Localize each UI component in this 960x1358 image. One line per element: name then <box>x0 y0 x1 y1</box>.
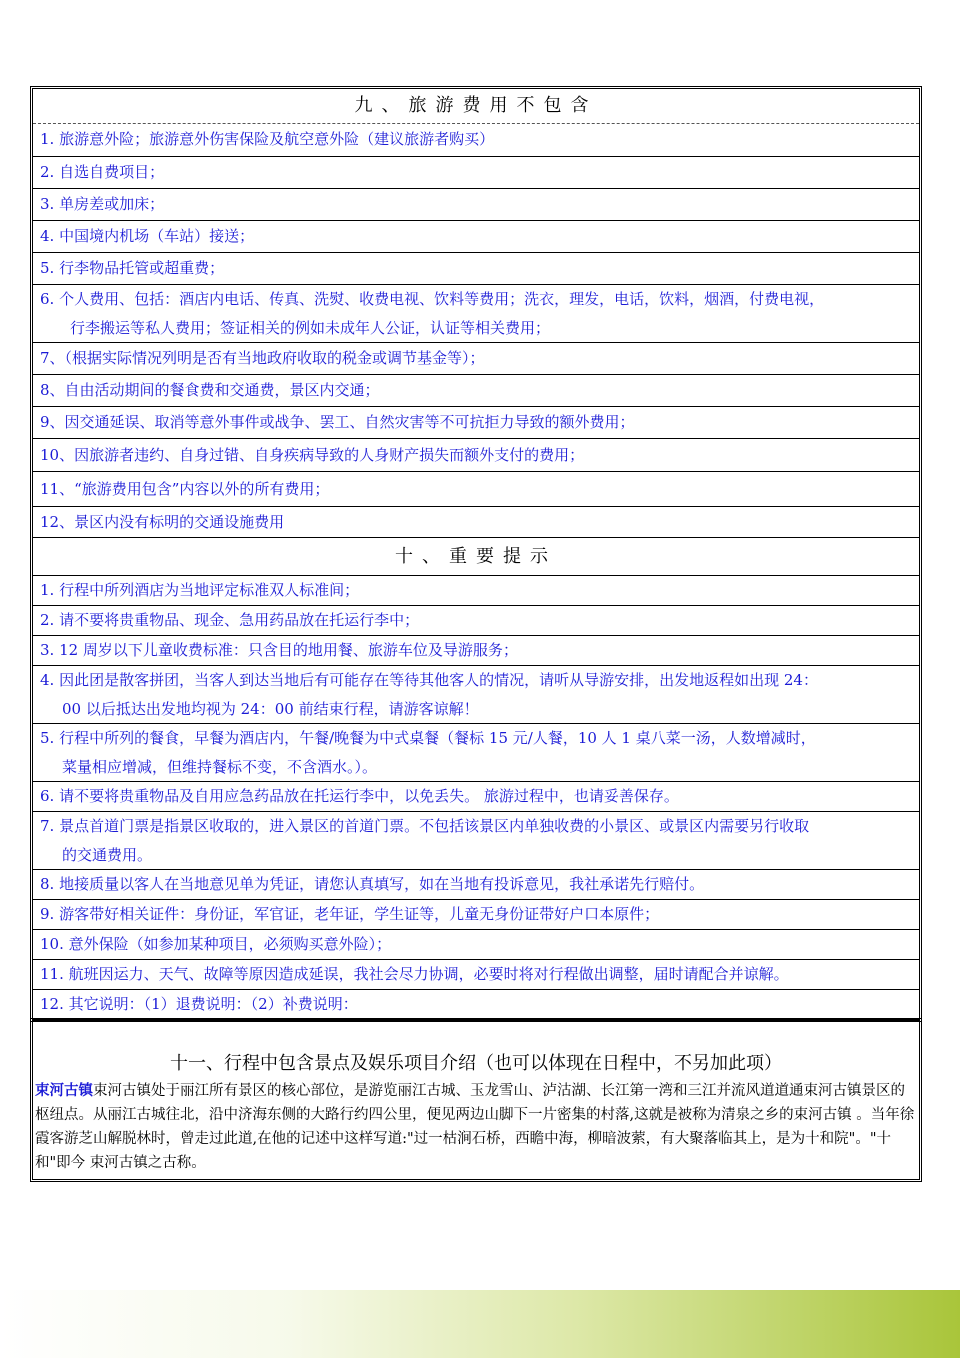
s10-item-4-line2: 00 以后抵达出发地均视为 24：00 前结束行程，请游客谅解！ <box>62 700 479 718</box>
s10-item-5 <box>33 724 919 782</box>
s9-item-3: 3. 单房差或加床； <box>33 189 919 221</box>
s9-item-4: 4. 中国境内机场（车站）接送； <box>33 221 919 253</box>
s10-item-12: 12. 其它说明：（1）退费说明：（2）补费说明： <box>40 995 358 1013</box>
s10-item-9: 9. 游客带好相关证件：身份证，军官证，老年证，学生证等，儿童无身份证带好户口本原件； <box>33 900 919 930</box>
s10-item-1: 1. 行程中所列酒店为当地评定标准双人标准间； <box>33 576 919 606</box>
s10-item-11: 11. 航班因运力、天气、故障等原因造成延误，我社会尽力协调，必要时将对行程做出调整，届时请配合并谅解。 <box>33 960 919 990</box>
s9-item-6-line1: 6. 个人费用、包括：酒店内电话、传真、洗熨、收费电视、饮料等费用；洗衣，理发，电话，饮料，烟酒，付费电视， <box>40 290 825 308</box>
s10-item-4 <box>33 666 919 724</box>
s10-item-4-line1: 4. 因此团是散客拼团，当客人到达当地后有可能存在等待其他客人的情况，请听从导游安排，出发地返程如出现 24： <box>40 671 818 689</box>
s10-item-5-line1: 5. 行程中所列的餐食，早餐为酒店内，午餐/晚餐为中式桌餐（餐标 15 元/人餐，10 人 1 桌八菜一汤，人数增减时， <box>40 729 816 747</box>
footer-gradient-bar <box>0 1290 960 1358</box>
attractions-section <box>30 1018 922 1182</box>
attraction-description <box>35 1079 917 1175</box>
itinerary-table <box>30 86 922 1022</box>
s10-item-5-line2: 菜量相应增减，但维持餐标不变，不含酒水。）。 <box>62 758 378 776</box>
s10-item-7-line2: 的交通费用。 <box>62 846 153 864</box>
s9-item-7: 7、（根据实际情况列明是否有当地政府收取的税金或调节基金等）； <box>33 343 919 375</box>
s10-item-2: 2. 请不要将贵重物品、现金、急用药品放在托运行李中； <box>33 606 919 636</box>
s9-item-6 <box>33 285 919 343</box>
s9-item-5: 5. 行李物品托管或超重费； <box>33 253 919 285</box>
s9-item-12: 12、景区内没有标明的交通设施费用 <box>33 507 919 538</box>
attraction-name: 束河古镇 <box>35 1082 93 1099</box>
s9-item-10: 10、因旅游者违约、自身过错、自身疾病导致的人身财产损失而额外支付的费用； <box>33 439 919 472</box>
s9-item-1: 1. 旅游意外险；旅游意外伤害保险及航空意外险（建议旅游者购买） <box>33 124 919 157</box>
section-10-title: 十、重要提示 <box>33 538 919 576</box>
s10-item-7-line1: 7. 景点首道门票是指景区收取的，进入景区的首道门票。不包括该景区内单独收费的小景区、或景区内需要另行收取 <box>40 817 810 835</box>
attraction-text: 束河古镇处于丽江所有景区的核心部位，是游览丽江古城、玉龙雪山、泸沽湖、长江第一湾和三江并流风道道通束河古镇景区的枢纽点。从丽江古城往北，沿中济海东侧的大路行约四公里，便见两边山脚下一片密集的村落,这就是被称为清泉之乡的束河古镇 。当年徐霞客游芝山解脱林时，曾走过此道,在他的记述中这样写道:"过一枯涧石桥，西瞻中海，柳暗波萦，有大聚落临其上，是为十和院"。"十和"即今 束河古镇之古称。 <box>35 1083 915 1171</box>
s9-item-9: 9、因交通延误、取消等意外事件或战争、罢工、自然灾害等不可抗拒力导致的额外费用； <box>33 407 919 439</box>
section-9-title: 九、旅游费用不包含 <box>33 89 919 124</box>
s9-item-8: 8、自由活动期间的餐食费和交通费，景区内交通； <box>33 375 919 407</box>
s10-item-10: 10. 意外保险（如参加某种项目，必须购买意外险）； <box>33 930 919 960</box>
s10-item-3: 3. 12 周岁以下儿童收费标准：只含目的地用餐、旅游车位及导游服务； <box>33 636 919 666</box>
s9-item-11: 11、“旅游费用包含”内容以外的所有费用； <box>33 472 919 507</box>
s10-item-7 <box>33 812 919 870</box>
s10-item-6: 6. 请不要将贵重物品及自用应急药品放在托运行李中，以免丢失。 旅游过程中，也请妥善保存。 <box>33 782 919 812</box>
section-11-title: 十一、行程中包含景点及娱乐项目介绍（也可以体现在日程中，不另加此项） <box>170 1053 782 1074</box>
s9-item-2: 2. 自选自费项目； <box>33 157 919 189</box>
s9-item-6-line2: 行李搬运等私人费用；签证相关的例如未成年人公证，认证等相关费用； <box>70 319 551 337</box>
s10-item-8: 8. 地接质量以客人在当地意见单为凭证，请您认真填写，如在当地有投诉意见，我社承诺先行赔付。 <box>33 870 919 900</box>
